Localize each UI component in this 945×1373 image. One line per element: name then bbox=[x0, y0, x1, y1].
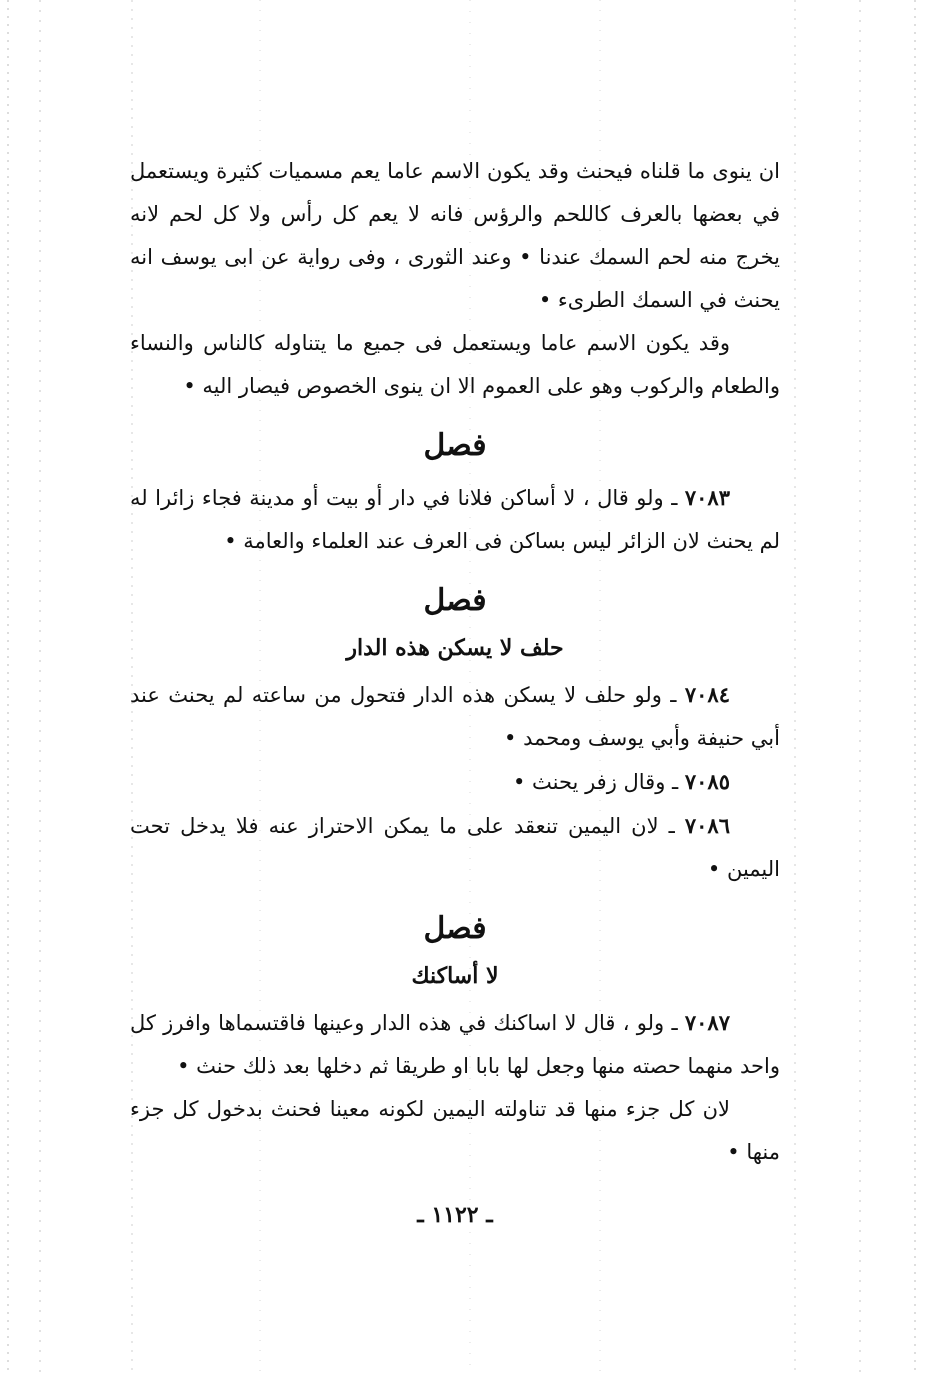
item-number: ٧٠٨٣ bbox=[684, 485, 730, 510]
page-number: ـ ١١٢٢ ـ bbox=[417, 1202, 493, 1228]
section-heading-2-text: فصل bbox=[423, 583, 487, 618]
section-heading-1 bbox=[130, 426, 780, 466]
item-7086 bbox=[130, 804, 780, 891]
item-number: ٧٠٨٤ bbox=[684, 682, 730, 707]
item-7083 bbox=[130, 476, 780, 563]
item-text: ـ لان اليمين تنعقد على ما يمكن الاحتراز عنه فلا يدخل تحت اليمين • bbox=[130, 814, 780, 881]
item-number: ٧٠٨٥ bbox=[684, 769, 730, 794]
section-subtitle-2: حلف لا يسكن هذه الدار bbox=[346, 635, 564, 661]
item-7087 bbox=[130, 1001, 780, 1088]
item-7085 bbox=[130, 760, 780, 804]
item-number: ٧٠٨٧ bbox=[684, 1010, 730, 1035]
item-text: ـ ولو حلف لا يسكن هذه الدار فتحول من ساعته لم يحنث عند أبي حنيفة وأبي يوسف ومحمد • bbox=[130, 683, 780, 750]
closing-paragraph: لان كل جزء منها قد تناولته اليمين لكونه معينا فحنث بدخول كل جزء منها • bbox=[130, 1097, 780, 1164]
item-7084 bbox=[130, 673, 780, 760]
section-heading-2 bbox=[130, 581, 780, 621]
paragraph-2: وقد يكون الاسم عاما ويستعمل فى جميع ما يتناوله كالناس والنساء والطعام والركوب وهو على العموم الا ان ينوى الخصوص فيصار اليه • bbox=[130, 331, 780, 398]
book-page bbox=[130, 150, 780, 1232]
section-heading-3 bbox=[130, 909, 780, 949]
item-text: ـ ولو قال ، لا أساكن فلانا في دار أو بيت أو مدينة فجاء زائرا له لم يحنث لان الزائر ليس بساكن فى العرف عند العلماء والعامة • bbox=[130, 486, 780, 553]
section-subtitle-3: لا أساكنك bbox=[411, 963, 499, 989]
item-number: ٧٠٨٦ bbox=[684, 813, 730, 838]
section-heading-1-text: فصل bbox=[423, 428, 487, 463]
item-text: ـ ولو ، قال لا اساكنك في هذه الدار وعينها فاقتسماها وافرز كل واحد منهما حصته منها وجعل لها بابا او طريقا ثم دخلها بعد ذلك حنث • bbox=[130, 1011, 780, 1078]
section-heading-3-text: فصل bbox=[423, 911, 487, 946]
paragraph-1: ان ينوى ما قلناه فيحنث وقد يكون الاسم عاما يعم مسميات كثيرة ويستعمل في بعضها بالعرف كاللحم والرؤس فانه لا يعم كل رأس ولا كل لحم لانه يخرج منه لحم السمك عندنا • وعند الثورى ، وفى رواية عن ابى يوسف انه يحنث في السمك الطرىء • bbox=[130, 159, 780, 312]
item-text: ـ وقال زفر يحنث • bbox=[512, 770, 679, 794]
